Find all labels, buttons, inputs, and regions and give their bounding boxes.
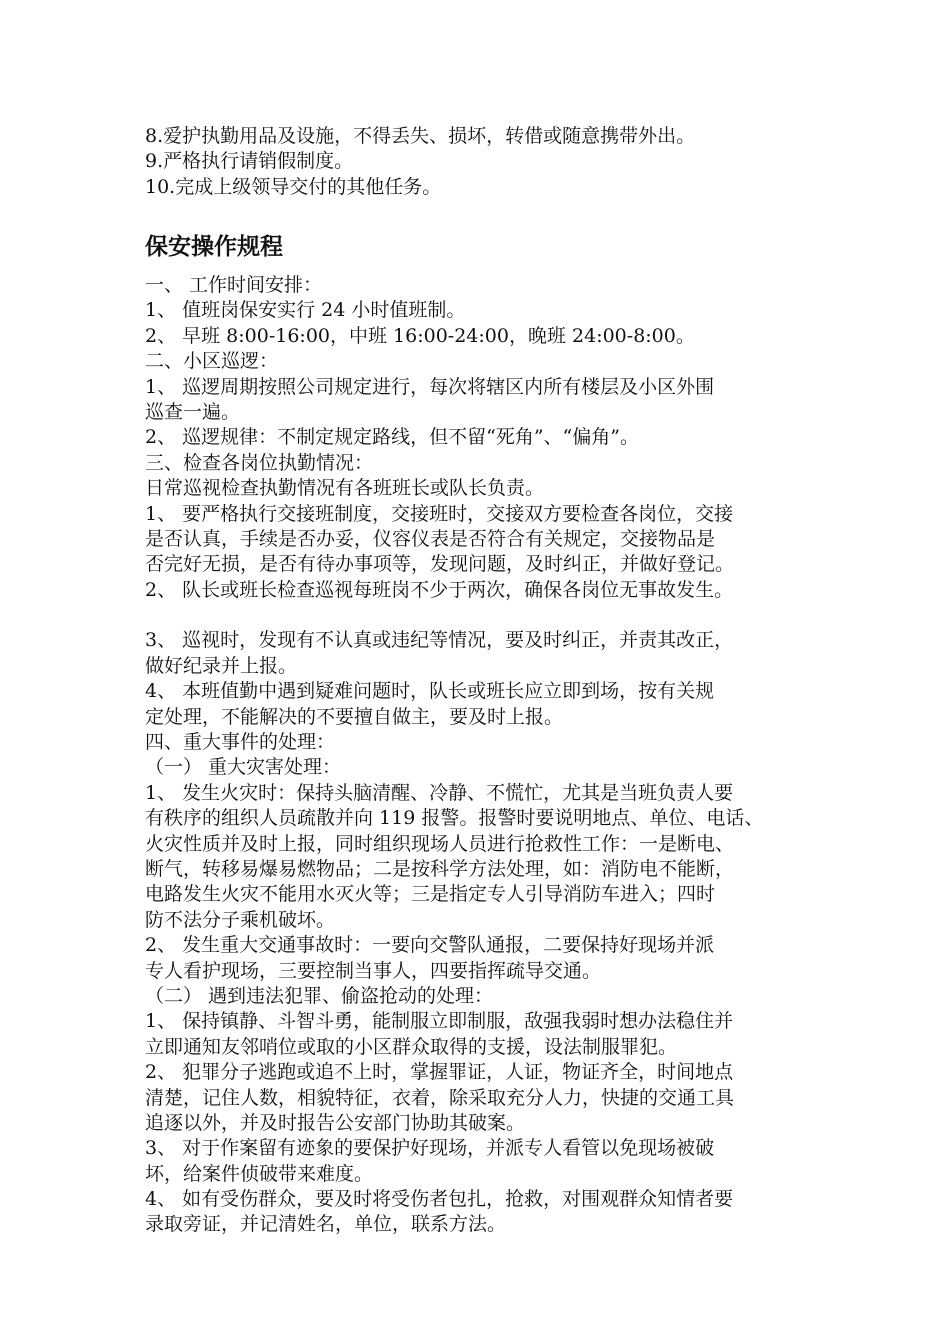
text-line: 8.爱护执勤用品及设施，不得丢失、损坏，转借或随意携带外出。 (145, 125, 696, 147)
text-line: 2、 巡逻规律：不制定规定路线，但不留“死角”、“偏角”。 (145, 426, 639, 449)
text-line: 1、 保持镇静、斗智斗勇，能制服立即制服，敌强我弱时想办法稳住并 (145, 1010, 734, 1033)
text-line: 录取旁证，并记清姓名，单位，联系方法。 (145, 1213, 507, 1236)
text-line: 2、 队长或班长检查巡视每班岗不少于两次，确保各岗位无事故发生。 (145, 578, 734, 601)
text-line: 断气，转移易爆易燃物品；二是按科学方法处理，如：消防电不能断， (145, 857, 735, 880)
text-line: 日常巡视检查执勤情况有各班班长或队长负责。 (145, 477, 545, 500)
text-line: （一） 重大灾害处理： (145, 756, 342, 779)
text-line: 二、小区巡逻： (145, 350, 279, 373)
text-line: 1、 发生火灾时：保持头脑清醒、冷静、不慌忙，尤其是当班负责人要 (145, 781, 734, 804)
text-line: 电路发生火灾不能用水灭火等；三是指定专人引导消防车进入；四时 (145, 883, 716, 906)
text-line: 专人看护现场，三要控制当事人，四要指挥疏导交通。 (145, 959, 602, 982)
text-line: 3、 巡视时，发现有不认真或违纪等情况，要及时纠正，并责其改正， (145, 629, 734, 652)
text-line: 火灾性质并及时上报，同时组织现场人员进行抢救性工作：一是断电、 (145, 832, 735, 855)
text-line: 否完好无损，是否有待办事项等，发现问题，及时纠正，并做好登记。 (145, 553, 735, 576)
text-line: 9.严格执行请销假制度。 (145, 150, 354, 173)
text-line: 立即通知友邻哨位或取的小区群众取得的支援，设法制服罪犯。 (145, 1035, 678, 1058)
text-line: 1、 巡逻周期按照公司规定进行，每次将辖区内所有楼层及小区外围 (145, 375, 715, 398)
text-line: 四、重大事件的处理： (145, 731, 336, 754)
text-line: 是否认真，手续是否办妥，仪容仪表是否符合有关规定，交接物品是 (145, 527, 716, 550)
text-line: 3、 对于作案留有迹象的要保护好现场，并派专人看管以免现场被破 (145, 1137, 715, 1160)
text-line: 2、 早班 8:00-16:00，中班 16:00-24:00，晚班 24:00-8:00。 (145, 324, 695, 347)
text-line: 一、 工作时间安排： (145, 274, 323, 296)
text-line: 坏，给案件侦破带来难度。 (145, 1162, 374, 1185)
text-line: 有秩序的组织人员疏散并向 119 报警。报警时要说明地点、单位、电话、 (145, 807, 764, 830)
text-line: 4、 本班值勤中遇到疑难问题时，队长或班长应立即到场，按有关规 (145, 680, 715, 703)
text-line: 1、 值班岗保安实行 24 小时值班制。 (145, 299, 466, 322)
text-line: 做好纪录并上报。 (145, 654, 298, 677)
text-line: 防不法分子乘机破坏。 (145, 908, 336, 931)
text-line: 三、检查各岗位执勤情况： (145, 451, 374, 474)
duty-list-continuation (145, 124, 835, 200)
procedure-body (145, 273, 835, 1238)
text-line: 2、 犯罪分子逃跑或追不上时，掌握罪证，人证，物证齐全，时间地点 (145, 1061, 734, 1084)
text-line: （二） 遇到违法犯罪、偷盗抢动的处理： (145, 984, 494, 1007)
text-line: 追逐以外，并及时报告公安部门协助其破案。 (145, 1111, 526, 1134)
text-line: 定处理，不能解决的不要擅自做主，要及时上报。 (145, 705, 564, 728)
text-line: 4、 如有受伤群众，要及时将受伤者包扎，抢救，对围观群众知情者要 (145, 1188, 734, 1211)
blank-line (145, 603, 835, 628)
text-line: 清楚，记住人数，相貌特征，衣着，除采取充分人力，快捷的交通工具 (145, 1086, 735, 1109)
text-line: 1、 要严格执行交接班制度，交接班时，交接双方要检查各岗位，交接 (145, 502, 734, 525)
text-line: 10.完成上级领导交付的其他任务。 (145, 175, 442, 198)
section-title: 保安操作规程 (145, 234, 283, 260)
text-line: 2、 发生重大交通事故时：一要向交警队通报，二要保持好现场并派 (145, 934, 715, 957)
text-line: 巡查一遍。 (145, 400, 241, 423)
